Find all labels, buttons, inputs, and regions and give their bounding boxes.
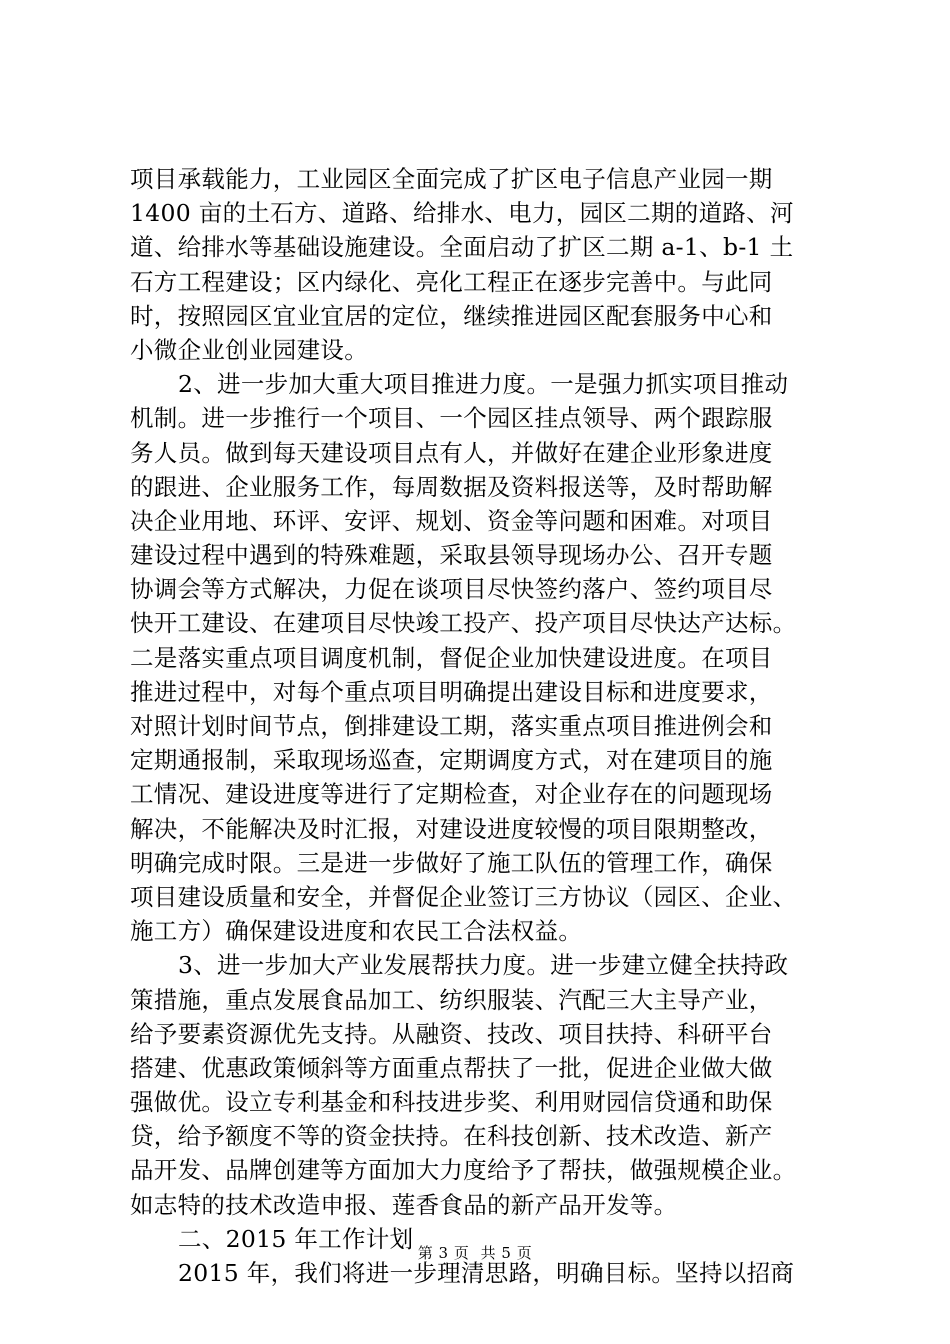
text-line: 解决，不能解决及时汇报，对建设进度较慢的项目限期整改， bbox=[130, 814, 773, 843]
text-line: 贷，给予额度不等的资金扶持。在科技创新、技术改造、新产 bbox=[130, 1122, 773, 1151]
text-line: 明确完成时限。三是进一步做好了施工队伍的管理工作，确保 bbox=[130, 848, 773, 877]
text-line: 道、给排水等基础设施建设。全面启动了扩区二期 a-1、b-1 土 bbox=[130, 233, 794, 262]
text-line: 决企业用地、环评、安评、规划、资金等问题和困难。对项目 bbox=[130, 506, 773, 535]
page-footer bbox=[0, 1243, 950, 1263]
text-line: 协调会等方式解决，力促在谈项目尽快签约落户、签约项目尽 bbox=[130, 575, 773, 604]
text-line: 搭建、优惠政策倾斜等方面重点帮扶了一批，促进企业做大做 bbox=[130, 1053, 773, 1082]
text-line: 快开工建设、在建项目尽快竣工投产、投产项目尽快达产达标。 bbox=[130, 609, 797, 638]
text-line: 机制。进一步推行一个项目、一个园区挂点领导、两个跟踪服 bbox=[130, 404, 773, 433]
document-body bbox=[130, 162, 830, 1290]
text-line: 强做优。设立专利基金和科技进步奖、利用财园信贷通和助保 bbox=[130, 1088, 773, 1117]
text-line: 工情况、建设进度等进行了定期检查，对企业存在的问题现场 bbox=[130, 780, 773, 809]
text-line: 2015 年，我们将进一步理清思路，明确目标。坚持以招商 bbox=[178, 1259, 795, 1287]
text-line: 给予要素资源优先支持。从融资、技改、项目扶持、科研平台 bbox=[130, 1019, 773, 1048]
text-line: 推进过程中，对每个重点项目明确提出建设目标和进度要求， bbox=[130, 677, 773, 706]
page-number: 第 3 页 bbox=[417, 1244, 470, 1262]
text-line: 品开发、品牌创建等方面加大力度给予了帮扶，做强规模企业。 bbox=[130, 1156, 797, 1185]
text-line: 策措施，重点发展食品加工、纺织服装、汽配三大主导产业， bbox=[130, 985, 773, 1014]
text-line: 石方工程建设；区内绿化、亮化工程正在逐步完善中。与此同 bbox=[130, 267, 773, 296]
text-line: 时，按照园区宜业宜居的定位，继续推进园区配套服务中心和 bbox=[130, 301, 773, 330]
text-line: 小微企业创业园建设。 bbox=[130, 335, 368, 364]
text-line: 二、2015 年工作计划 bbox=[178, 1224, 414, 1253]
text-line: 定期通报制，采取现场巡查，定期调度方式，对在建项目的施 bbox=[130, 746, 773, 775]
text-line: 2、进一步加大重大项目推进力度。一是强力抓实项目推动 bbox=[178, 370, 789, 399]
page-total: 共 5 页 bbox=[480, 1244, 533, 1262]
text-line: 二是落实重点项目调度机制，督促企业加快建设进度。在项目 bbox=[130, 643, 773, 672]
text-line: 对照计划时间节点，倒排建设工期，落实重点项目推进例会和 bbox=[130, 712, 773, 740]
text-line: 务人员。做到每天建设项目点有人，并做好在建企业形象进度 bbox=[130, 438, 773, 467]
text-line: 3、进一步加大产业发展帮扶力度。进一步建立健全扶持政 bbox=[178, 951, 789, 980]
text-line: 如志特的技术改造申报、莲香食品的新产品开发等。 bbox=[130, 1190, 678, 1219]
text-line: 建设过程中遇到的特殊难题，采取县领导现场办公、召开专题 bbox=[130, 541, 773, 570]
text-line: 1400 亩的土石方、道路、给排水、电力，园区二期的道路、河 bbox=[130, 199, 794, 228]
text-line: 项目承载能力，工业园区全面完成了扩区电子信息产业园一期 bbox=[130, 165, 773, 193]
text-line: 项目建设质量和安全，并督促企业签订三方协议（园区、企业、 bbox=[130, 882, 797, 911]
text-line: 施工方）确保建设进度和农民工合法权益。 bbox=[130, 917, 583, 946]
text-line: 的跟进、企业服务工作，每周数据及资料报送等，及时帮助解 bbox=[130, 472, 773, 501]
